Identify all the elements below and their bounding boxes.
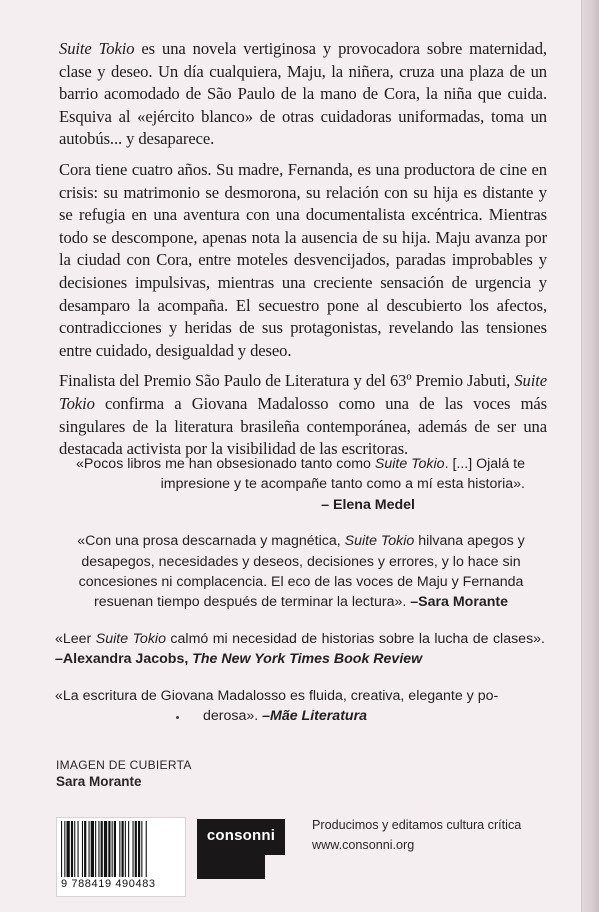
barcode-bar [71,821,73,877]
quote-line-2 [55,706,547,726]
quote-elena-medel [55,454,525,515]
barcode-bar [84,821,86,877]
quote-author: – Elena Medel [321,496,415,513]
quote-text: «Pocos libros me han obsesionado tanto como [75,456,375,472]
barcode-bar [108,821,110,877]
quote-text: derosa». [202,708,263,725]
cover-image-credit [56,758,192,789]
book-title: Suite Tokio [344,533,415,550]
barcode-bar [133,821,134,877]
book-title: Suite Tokio [59,39,135,58]
quote-alexandra-jacobs [55,629,545,670]
barcode-bar [61,821,62,877]
barcode-bar [95,821,96,877]
book-title: Suite Tokio [95,630,166,647]
barcode-bar [122,821,124,877]
publisher-info [312,815,521,855]
quote-text: «La escritura de Giovana Madalosso es fluida, creativa, elegante y po- [55,687,499,704]
barcode-bar [119,821,120,877]
barcode-bar [98,821,99,877]
publisher-tagline: Producimos y editamos cultura crítica [312,818,522,832]
logo-shape [195,815,287,881]
book-spine-edge [581,0,599,912]
quote-author: –Mãe Literatura [262,708,367,725]
synopsis-text: es una novela vertiginosa y provocadora sobre maternidad, clase y deseo. Un día cualquiera, Maju, la niñera, cruza una plaza de un barrio acomodado de São Paulo de la mano de Cora, la niña que cuida. Esquiva al «ejército blanco» de otras cuidadoras uniformadas, toma un autobús... y desaparece. [59,39,547,149]
barcode-bar [135,821,137,877]
barcode-bar [128,821,129,877]
quote-mae-literatura [55,686,547,727]
quote-text: . [...] Ojalá te impresione y te acompañe tanto como a mí esta historia». [160,456,525,493]
quote-text: hilvana apegos y desapegos, necesidades y deseos, decisiones y errores, y lo hace sin concesiones ni complacencia. El eco de las voces de Maju y Fernanda resuenan tiempo después de terminar la lectura». [78,533,525,611]
synopsis-paragraph-2: Cora tiene cuatro años. Su madre, Fernanda, es una productora de cine en crisis: su matrimonio se desmorona, su relación con su hija es distante y se refugia en una aventura con una documentalista excéntrica. Mientras todo se descompone, apenas nota la ausencia de su hija. Maju avanza por la ciudad con Cora, entre moteles desvencijados, paradas improbables y decisiones impulsivas, mientras una creciente sensación de urgencia y desamparo la acompaña. El secuestro pone al descubierto los afectos, contradicciones y heridas de sus protagonistas, revelando las tensiones entre cuidado, desigualdad y deseo. [59,159,547,360]
barcode-bar [141,821,142,877]
barcode-bar [138,821,140,877]
barcode-bar [114,821,116,877]
quote-author: –Alexandra Jacobs, [55,651,193,668]
barcode-bar [67,821,70,877]
synopsis-paragraph-1 [59,38,547,151]
synopsis-paragraph-3 [59,370,547,460]
credit-name: Sara Morante [56,774,142,789]
barcode-bar [82,821,83,877]
barcode-bar [64,821,65,877]
book-title: Suite Tokio [374,456,445,472]
publisher-url: www.consonni.org [312,838,415,852]
publisher-logo [195,815,287,881]
barcode-bar [74,821,75,877]
quote-source: The New York Times Book Review [192,651,423,668]
synopsis [59,38,547,469]
quote-text: «Leer [55,630,96,647]
synopsis-text: Finalista del Premio São Paulo de Literatura y del 63º Premio Jabuti, [59,371,515,391]
barcode-bar [89,821,90,877]
synopsis-text: confirma a Giovana Madalosso como una de las voces más singulares de la literatura brasileña contemporánea, además de ser una destacada activista por la visibilidad de las escritoras. [59,393,547,459]
isbn-barcode [56,817,186,897]
review-quotes [55,454,547,742]
quote-text: «Con una prosa descarnada y magnética, [77,533,345,550]
quote-text: calmó mi necesidad de historias sobre la lucha de clases». [165,630,546,647]
print-speck [176,716,179,719]
quote-author: –Sara Morante [410,594,509,611]
barcode-bar [101,821,103,877]
barcode-bar [146,821,147,877]
logo-text: consonni [206,827,276,844]
barcode-bars [61,821,181,877]
barcode-bar [112,821,113,877]
book-title: Suite Tokio [59,371,547,413]
credit-label: IMAGEN DE CUBIERTA [56,758,192,772]
barcode-bar [104,821,107,877]
isbn-number: 9 788419 490483 [61,878,156,890]
barcode-bar [78,821,79,877]
barcode-bar [91,821,94,877]
quote-sara-morante [55,531,547,613]
barcode-bar [125,821,126,877]
